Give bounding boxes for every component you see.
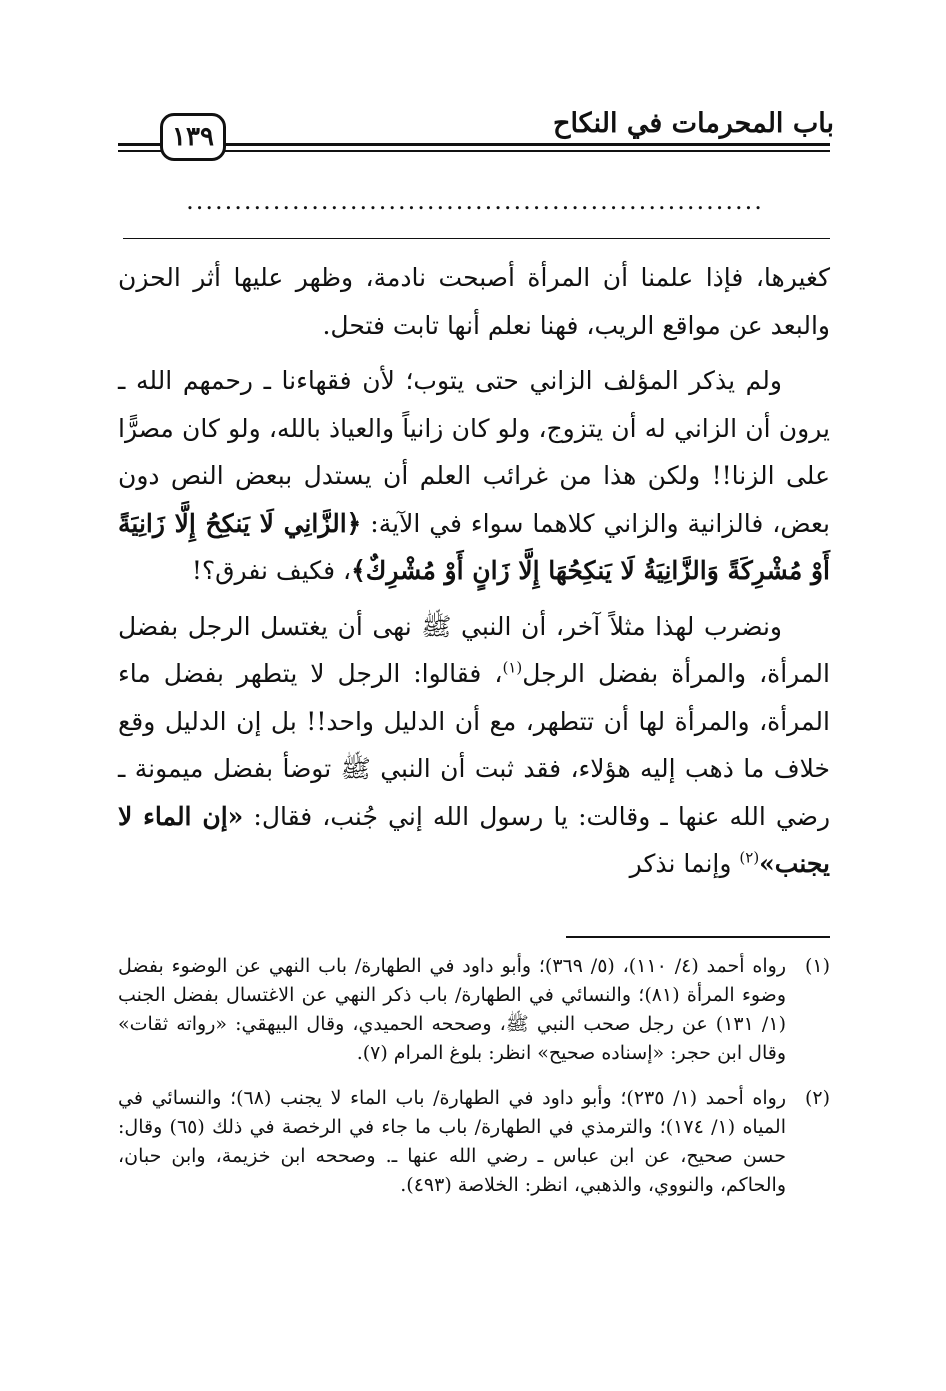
footnote-text: رواه أحمد (١/ ٢٣٥)؛ وأبو داود في الطهارة/ باب الماء لا يجنب (٦٨)؛ والنسائي في المياه (١/ ١٧٤)؛ والترمذي في الطهارة/ باب ما جاء في الرخصة في ذلك (٦٥) وقال: حسن صحيح، عن ابن عباس ـ رضي الله عنها ـ. وصححه ابن خزيمة، وابن حبان، والحاكم، والنووي، والذهبي، انظر: الخلاصة (٤٩٣). xyxy=(118,1087,787,1196)
dotted-separator: ............................................................ xyxy=(186,187,764,215)
footnote-1 xyxy=(118,952,830,1068)
paragraph-3-end: وإنما نذكر xyxy=(629,849,732,878)
paragraph-2-end: ، فكيف نفرق؟! xyxy=(191,556,352,585)
paragraph-3 xyxy=(118,603,830,888)
paragraph-3-text: ونضرب لهذا مثلاً آخر، أن النبي ﷺ نهى أن يغتسل الرجل بفضل المرأة، والمرأة بفضل الرجل xyxy=(118,611,830,688)
footnotes xyxy=(118,952,830,1216)
footnote-rule xyxy=(566,936,830,938)
footnote-text: رواه أحمد (٤/ ١١٠)، (٥/ ٣٦٩)؛ وأبو داود في الطهارة/ باب النهي عن الوضوء بفضل وضوء المرأة (٨١)؛ والنسائي في الطهارة/ باب ذكر النهي عن الاغتسال بفضل الجنب (١/ ١٣١) عن رجل صحب النبي ﷺ، وصححه الحميدي، وقال البيهقي: «رواته ثقات» وقال ابن حجر: «إسناده صحيح» انظر: بلوغ المرام (٧). xyxy=(118,955,786,1064)
paragraph-1: كغيرها، فإذا علمنا أن المرأة أصبحت نادمة، وظهر عليها أثر الحزن والبعد عن مواقع الريب، فهنا نعلم أنها تابت فتحل. xyxy=(118,263,830,340)
paragraph-2 xyxy=(118,357,830,595)
footnote-2 xyxy=(118,1084,830,1200)
chapter-title: باب المحرمات في النكاح xyxy=(553,108,834,139)
footnote-number: (٢) xyxy=(804,1087,830,1109)
footnote-ref-1[interactable]: (١) xyxy=(502,658,523,677)
main-text xyxy=(118,254,830,896)
hadith-quote: «إن الماء لا يجنب» xyxy=(118,801,830,878)
paragraph-2-text: ولم يذكر المؤلف الزاني حتى يتوب؛ لأن فقهاءنا ـ رحمهم الله ـ يرون أن الزاني له أن يتزوج، ولو كان زانياً والعياذ بالله، ولو كان مصرًّا على الزنا!! ولكن هذا من غرائب العلم أن يستدل ببعض النص دون بعض، فالزانية والزاني كلاهما سواء في الآية: xyxy=(118,366,830,538)
paragraph-3-mid: ، فقالوا: الرجل لا يتطهر بفضل ماء المرأة، والمرأة لها أن تتطهر، مع أن الدليل واحد!! بل إن الدليل وقع خلاف ما ذهب إليه هؤلاء، فقد ثبت أن النبي ﷺ توضأ بفضل ميمونة ـ رضي الله عنها ـ وقالت: يا رسول الله إني جُنب، فقال: xyxy=(118,659,831,831)
footnote-ref-2[interactable]: (٢) xyxy=(739,848,760,867)
page-number: ١٣٩ xyxy=(160,113,226,161)
footnote-number: (١) xyxy=(804,955,830,977)
quran-verse: ﴿الزَّانِي لَا يَنكِحُ إِلَّا زَانِيَةً أَوْ مُشْرِكَةً وَالزَّانِيَةُ لَا يَنكِحُهَا إِلَّا زَانٍ أَوْ مُشْرِكٌ﴾ xyxy=(118,508,830,585)
separator-rule xyxy=(123,238,830,239)
